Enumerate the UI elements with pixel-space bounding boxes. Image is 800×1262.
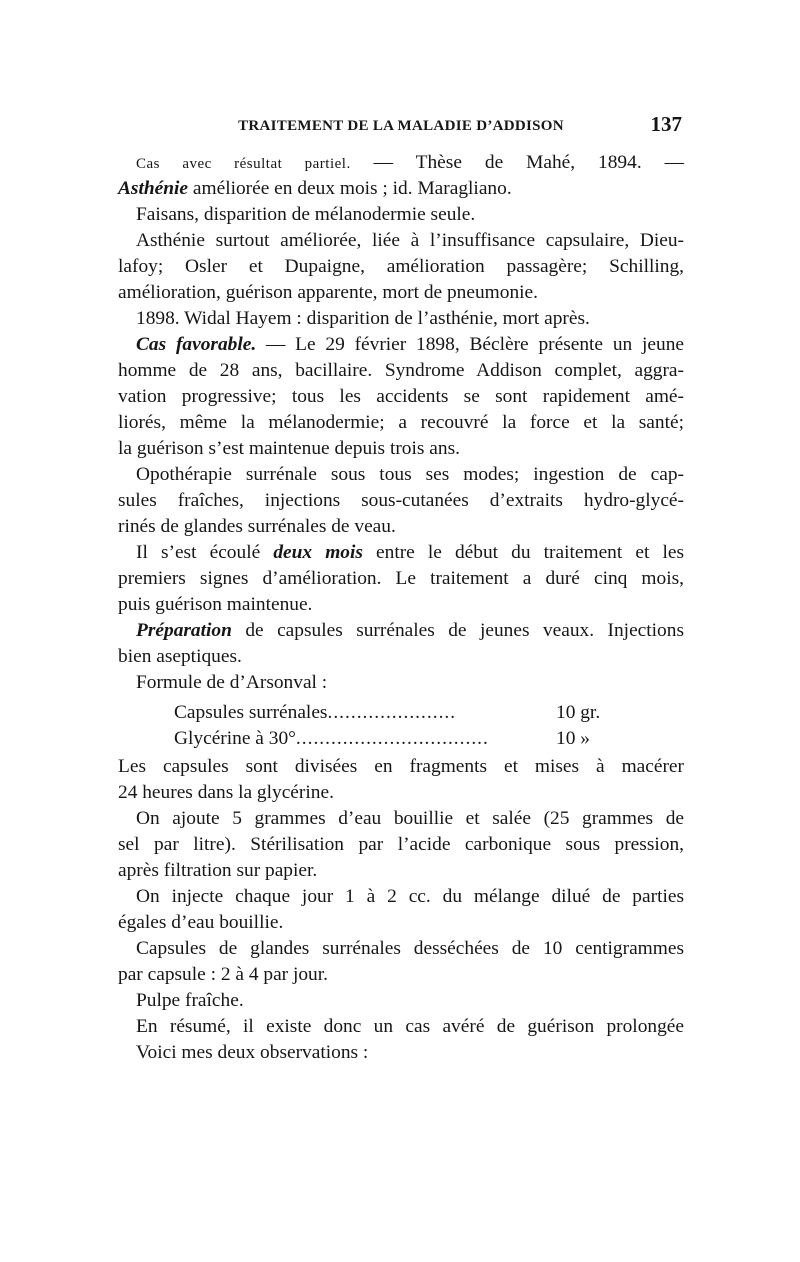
dot-leader: ................................. [295,728,489,749]
paragraph-line: vation progressive; tous les accidents se sont rapidement amé- [118,386,684,407]
formula-row [174,726,634,752]
formula-ingredient: Glycérine à 30° [174,728,296,749]
italic-term: deux mois [273,542,363,563]
paragraph-line: bien aseptiques. [118,646,242,667]
text-span: — Thèse de Mahé, 1894. — [350,152,685,173]
page-header [118,110,684,150]
paragraph-line: homme de 28 ans, bacillaire. Syndrome Addison complet, aggra- [118,360,684,381]
formula-quantity: 10 gr. [556,702,601,723]
paragraph-line: puis guérison maintenue. [118,594,313,615]
text-span: Il s’est écoulé [136,542,274,563]
italic-term: Cas favorable. [136,334,257,355]
paragraph-line: sel par litre). Stérilisation par l’acide carbonique sous pression, [118,834,684,855]
italic-term: Préparation [136,620,232,641]
formula-table [174,700,634,752]
paragraph-line: lafoy; Osler et Dupaigne, amélioration passagère; Schilling, [118,256,684,277]
italic-term: Asthénie [118,178,189,199]
paragraph-line: égales d’eau bouillie. [118,912,284,933]
paragraph-line [118,176,684,202]
paragraph-line: la guérison s’est maintenue depuis trois ans. [118,438,460,459]
paragraph-line: liorés, même la mélanodermie; a recouvré la force et la santé; [118,412,684,433]
paragraph-line: On injecte chaque jour 1 à 2 cc. du mélange dilué de parties [136,886,684,907]
paragraph-line: 1898. Widal Hayem : disparition de l’asthénie, mort après. [136,308,590,329]
body-text [118,150,684,696]
text-span: entre le début du traitement et les [362,542,685,563]
paragraph-line [118,150,684,176]
paragraph-line [118,618,684,644]
formula-ingredient: Capsules surrénales [174,702,328,723]
running-title: TRAITEMENT DE LA MALADIE D’ADDISON [238,118,564,134]
paragraph-line: Capsules de glandes surrénales desséchées de 10 centigrammes [136,938,684,959]
small-caps-heading: Cas avec résultat partiel. [136,156,351,172]
paragraph-line: Asthénie surtout améliorée, liée à l’insuffisance capsulaire, Dieu- [136,230,684,251]
formula-quantity: 10 » [556,728,590,749]
paragraph-line: après filtration sur papier. [118,860,318,881]
text-span: améliorée en deux mois ; id. Maragliano. [188,178,512,199]
paragraph-line: Pulpe fraîche. [136,990,244,1011]
paragraph-line: sules fraîches, injections sous-cutanées d’extraits hydro-glycé- [118,490,684,511]
paragraph-line [118,540,684,566]
paragraph-line: Faisans, disparition de mélanodermie seule. [136,204,476,225]
paragraph-line: Opothérapie surrénale sous tous ses modes; ingestion de cap- [136,464,684,485]
paragraph-line: Les capsules sont divisées en fragments et mises à macérer [118,756,684,777]
body-text-continued [118,754,684,1066]
paragraph-line: amélioration, guérison apparente, mort de pneumonie. [118,282,538,303]
dot-leader: ...................... [327,702,457,723]
paragraph-line: rinés de glandes surrénales de veau. [118,516,396,537]
paragraph-line: 24 heures dans la glycérine. [118,782,334,803]
text-span: — Le 29 février 1898, Béclère présente un jeune [256,334,684,355]
paragraph-line: par capsule : 2 à 4 par jour. [118,964,328,985]
paragraph-line: Formule de d’Arsonval : [136,672,328,693]
paragraph-line: premiers signes d’amélioration. Le traitement a duré cinq mois, [118,568,684,589]
formula-row [174,700,634,726]
paragraph-line: Voici mes deux observations : [136,1042,369,1063]
paragraph-line [118,332,684,358]
paragraph-line: En résumé, il existe donc un cas avéré de guérison prolongée [136,1016,684,1037]
text-span: de capsules surrénales de jeunes veaux. Injections [231,620,684,641]
page-number: 137 [650,112,682,136]
paragraph-line: On ajoute 5 grammes d’eau bouillie et salée (25 grammes de [136,808,684,829]
